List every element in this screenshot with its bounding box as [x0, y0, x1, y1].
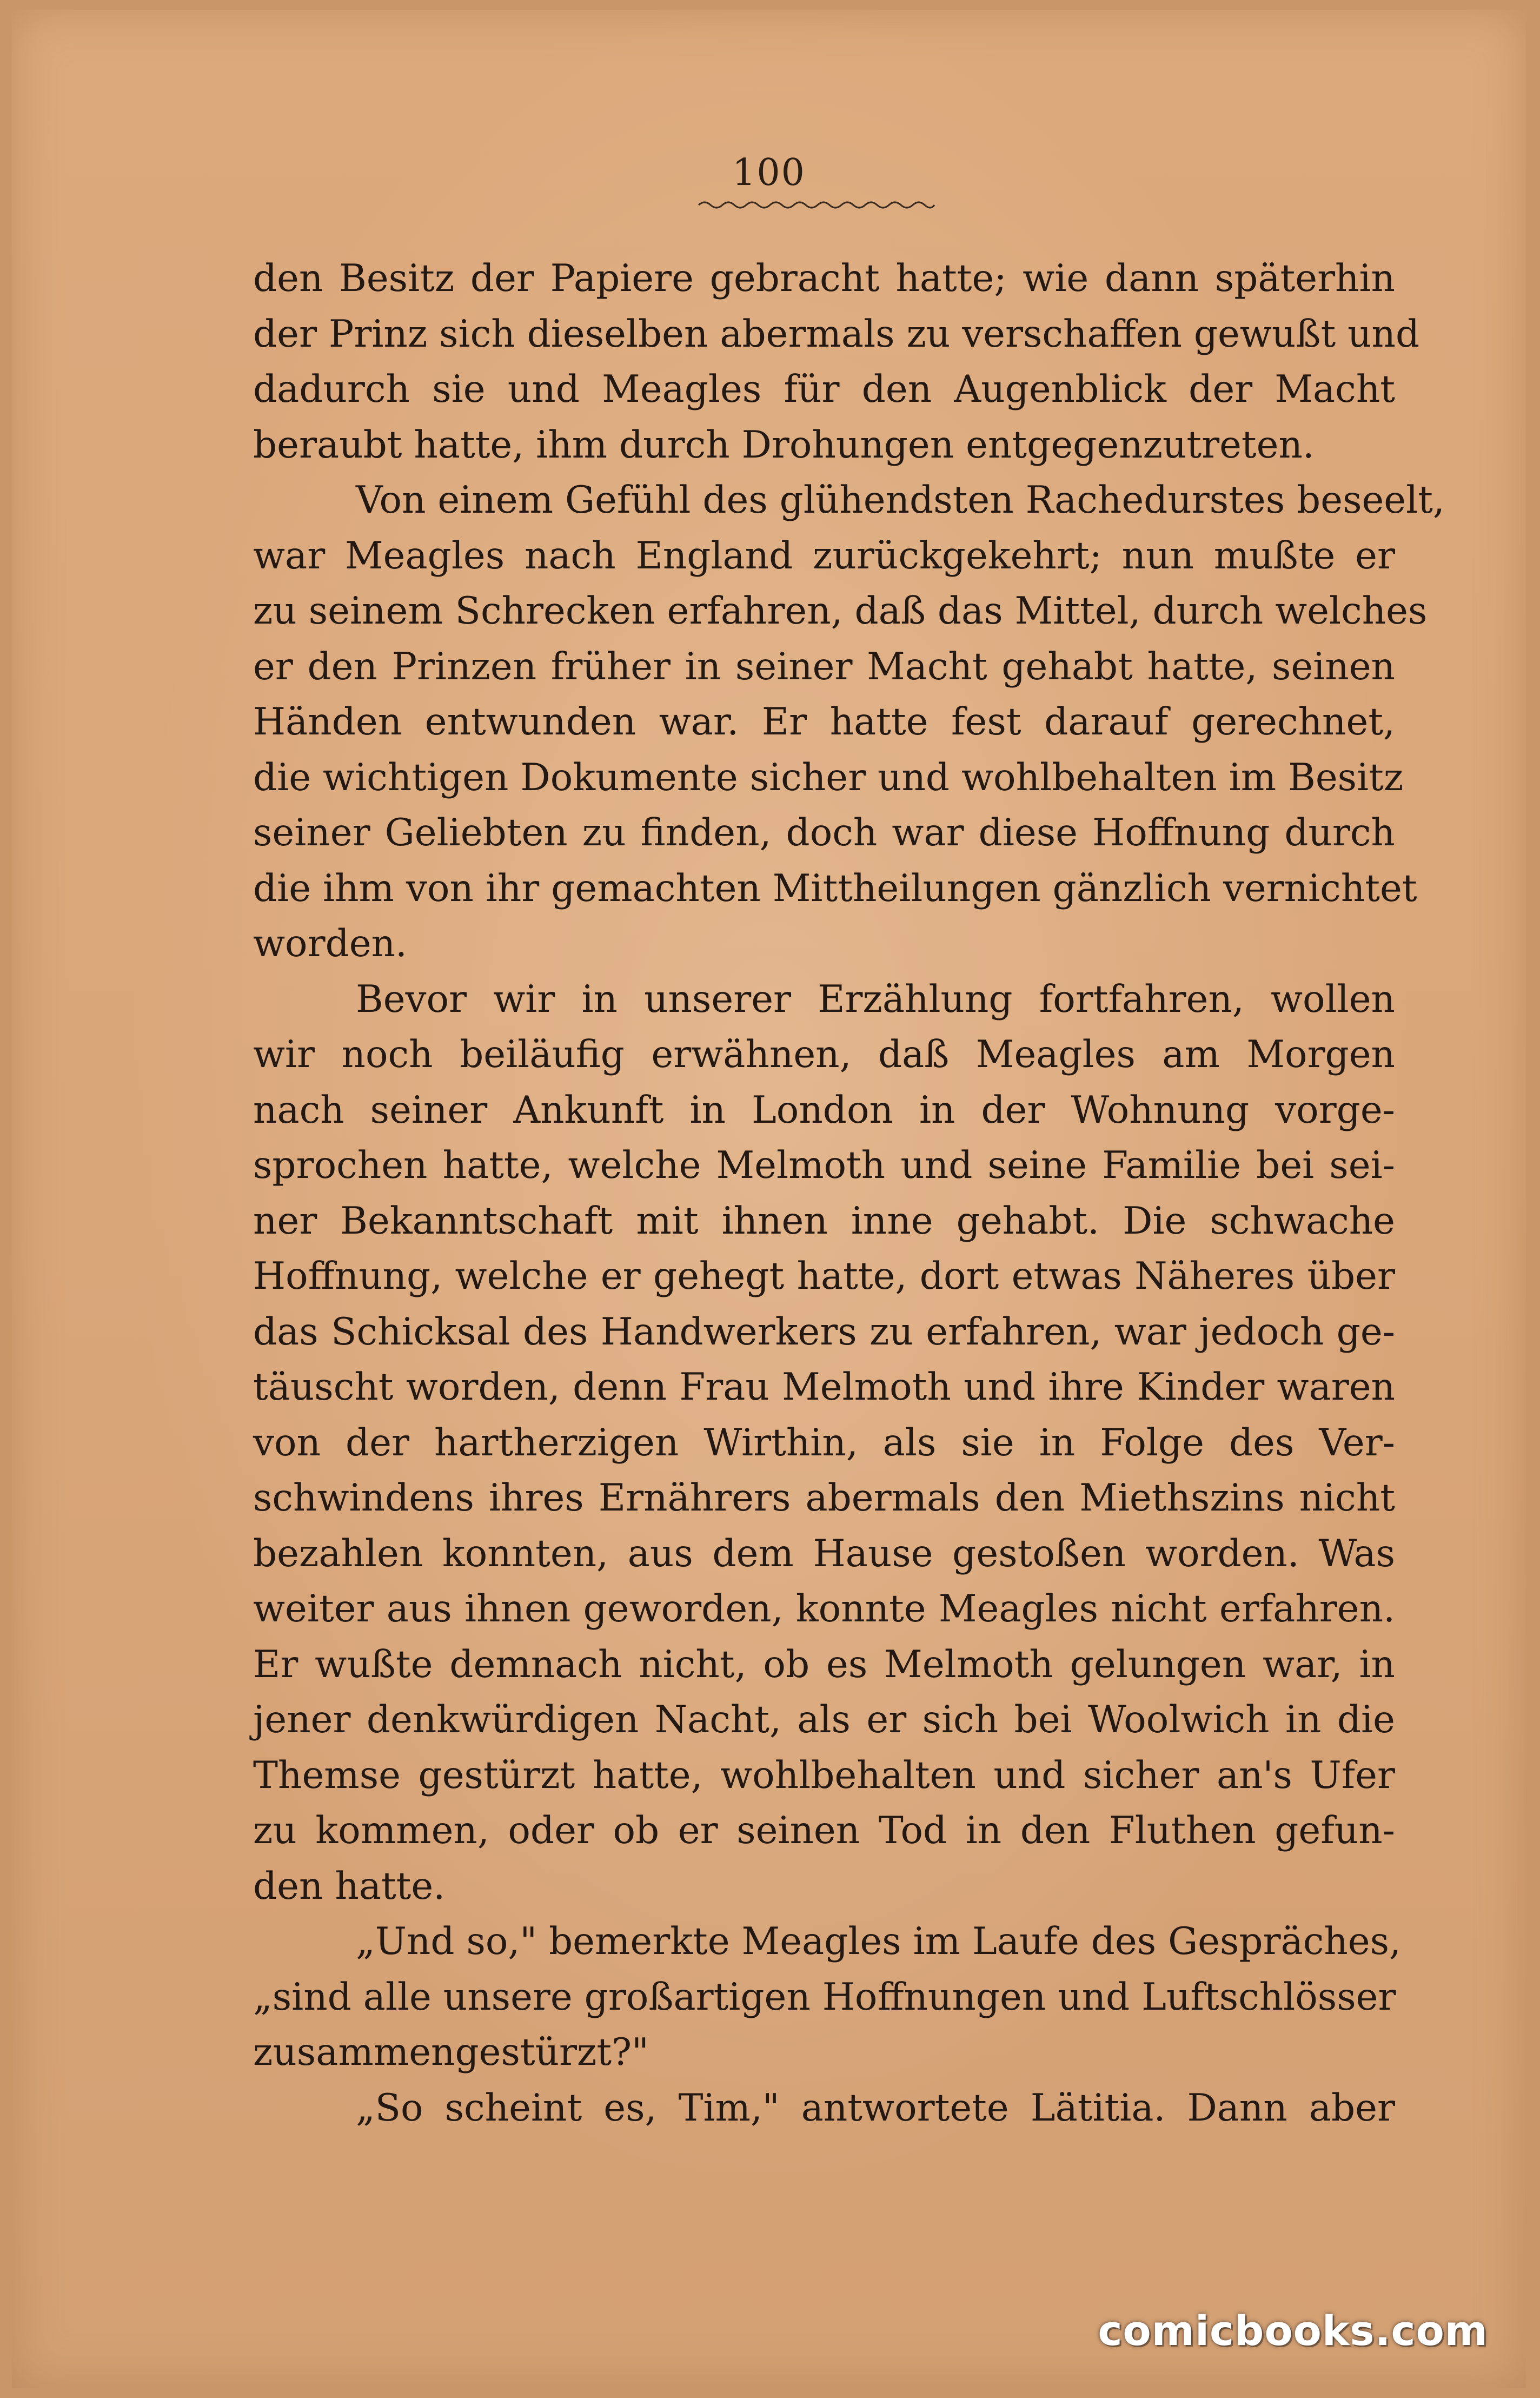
text-line: „Und so," bemerkte Meagles im Laufe des Gespräches,	[356, 1920, 1401, 1963]
text-line: Händen entwunden war. Er hatte fest darauf gerechnet,	[253, 700, 1395, 744]
text-line: zu seinem Schrecken erfahren, daß das Mittel, durch welches	[253, 589, 1428, 633]
text-line: beraubt hatte, ihm durch Drohungen entgegenzutreten.	[253, 423, 1315, 467]
text-line: der Prinz sich dieselben abermals zu verschaffen gewußt und	[253, 312, 1420, 356]
body-text	[253, 251, 1445, 2136]
text-line: Er wußte demnach nicht, ob es Melmoth gelungen war, in	[253, 1642, 1395, 1686]
text-line: das Schicksal des Handwerkers zu erfahren, war jedoch ge-	[253, 1310, 1395, 1354]
text-line: schwindens ihres Ernährers abermals den Miethszins nicht	[253, 1476, 1395, 1520]
text-line: weiter aus ihnen geworden, konnte Meagles nicht erfahren.	[253, 1587, 1395, 1631]
text-line: die wichtigen Dokumente sicher und wohlbehalten im Besitz	[253, 756, 1404, 799]
text-line: worden.	[253, 922, 407, 965]
page-number: 100	[732, 151, 806, 194]
text-line: die ihm von ihr gemachten Mittheilungen gänzlich vernichtet	[253, 866, 1417, 910]
text-line: von der hartherzigen Wirthin, als sie in Folge des Ver-	[253, 1421, 1395, 1465]
text-line: seiner Geliebten zu finden, doch war diese Hoffnung durch	[253, 811, 1395, 854]
text-line: nach seiner Ankunft in London in der Wohnung vorge-	[253, 1088, 1395, 1132]
text-line: Bevor wir in unserer Erzählung fortfahren, wollen	[356, 977, 1395, 1021]
text-line: ner Bekanntschaft mit ihnen inne gehabt. Die schwache	[253, 1199, 1395, 1243]
text-line: den Besitz der Papiere gebracht hatte; wie dann späterhin	[253, 257, 1395, 300]
site-watermark: comicbooks.com	[1098, 2307, 1488, 2355]
page-number-ornament	[698, 199, 935, 211]
text-line: bezahlen konnten, aus dem Hause gestoßen worden. Was	[253, 1532, 1395, 1575]
text-line: zu kommen, oder ob er seinen Tod in den Fluthen gefun-	[253, 1809, 1395, 1852]
text-line: dadurch sie und Meagles für den Augenblick der Macht	[253, 368, 1395, 411]
text-line: er den Prinzen früher in seiner Macht gehabt hatte, seinen	[253, 645, 1395, 688]
text-line: Themse gestürzt hatte, wohlbehalten und sicher an's Ufer	[253, 1753, 1395, 1797]
text-line: den hatte.	[253, 1864, 446, 1908]
text-line: war Meagles nach England zurückgekehrt; nun mußte er	[253, 534, 1395, 578]
text-line: wir noch beiläufig erwähnen, daß Meagles am Morgen	[253, 1033, 1395, 1076]
text-line: Von einem Gefühl des glühendsten Rachedurstes beseelt,	[356, 479, 1445, 522]
text-line: zusammengestürzt?"	[253, 2031, 649, 2074]
text-line: sprochen hatte, welche Melmoth und seine Familie bei sei-	[253, 1144, 1395, 1187]
book-page	[12, 10, 1526, 2388]
text-line: täuscht worden, denn Frau Melmoth und ihre Kinder waren	[253, 1366, 1395, 1409]
text-line: „sind alle unsere großartigen Hoffnungen und Luftschlösser	[253, 1975, 1396, 2019]
text-line: Hoffnung, welche er gehegt hatte, dort etwas Näheres über	[253, 1255, 1395, 1298]
text-line: jener denkwürdigen Nacht, als er sich bei Woolwich in die	[253, 1698, 1395, 1741]
text-line: „So scheint es, Tim," antwortete Lätitia. Dann aber	[356, 2086, 1395, 2130]
